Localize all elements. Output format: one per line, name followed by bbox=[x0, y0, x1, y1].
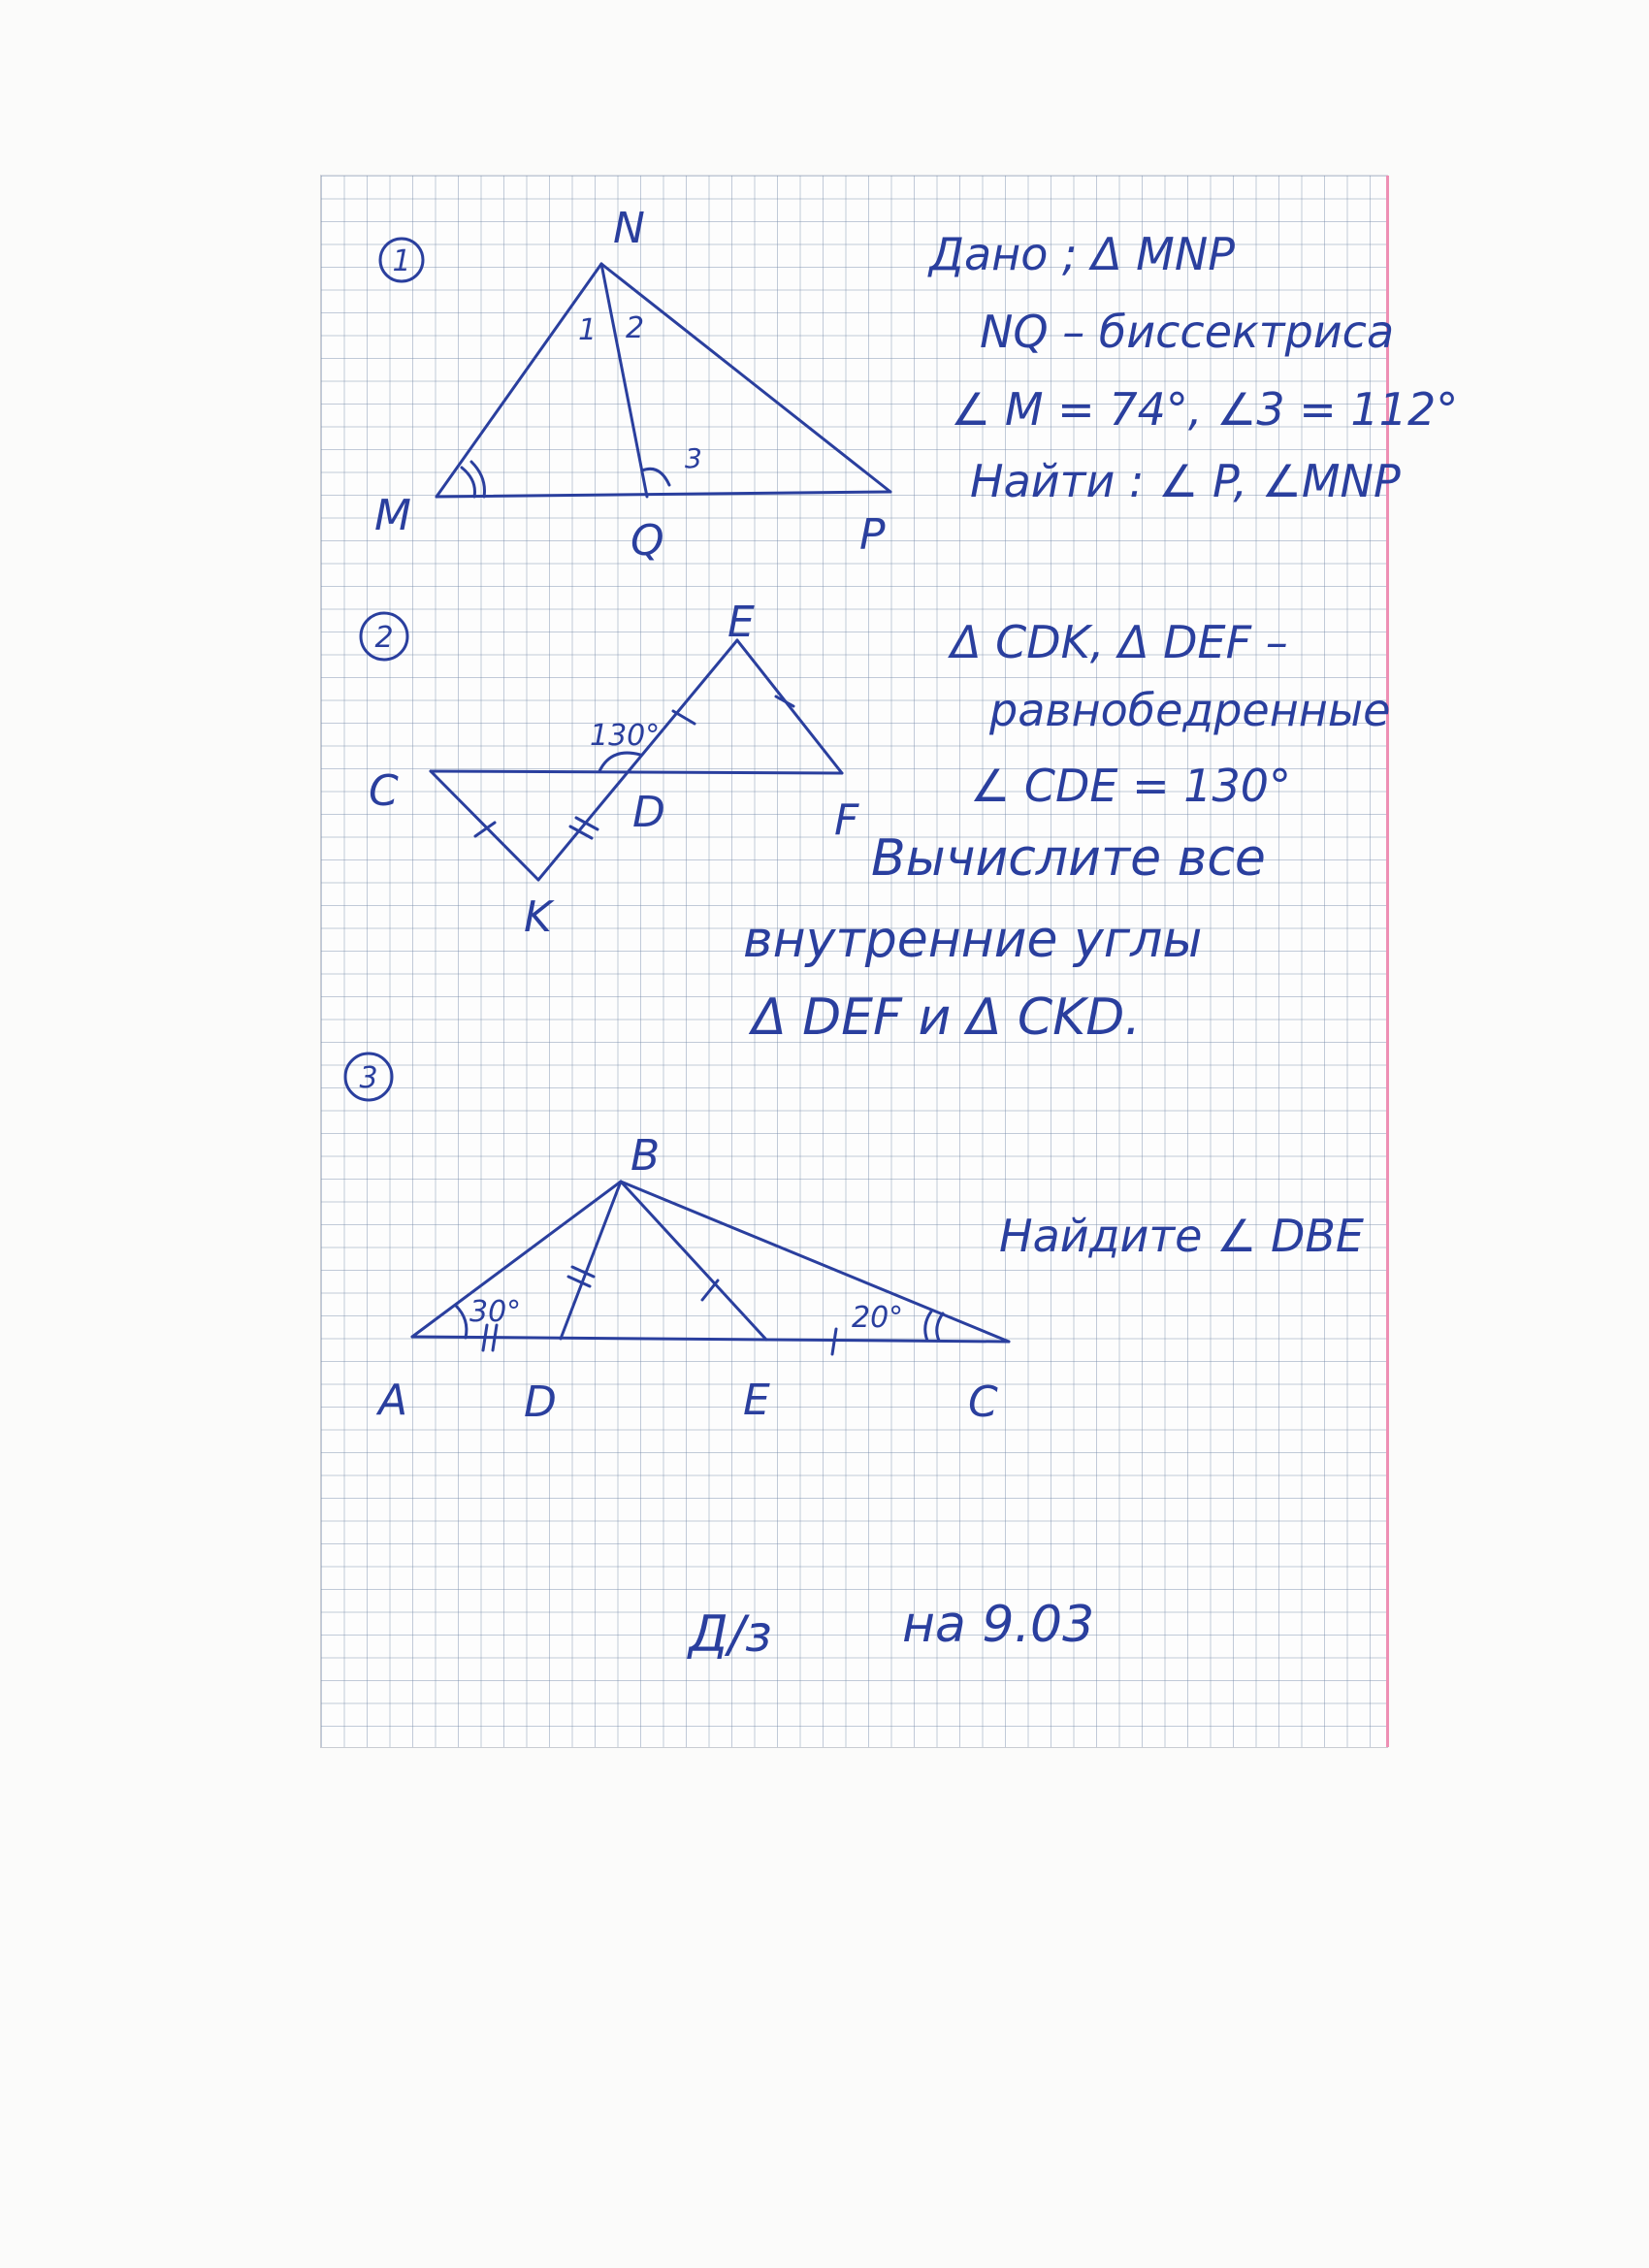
problem-3 bbox=[345, 1053, 1364, 1427]
vertex-C: C bbox=[369, 766, 399, 816]
segment-BC bbox=[621, 1182, 1009, 1342]
problem-1 bbox=[374, 204, 1458, 566]
problem-2-line-2: равнобедренные bbox=[989, 684, 1391, 736]
angle-M-arc-1 bbox=[462, 468, 474, 497]
segment-MP bbox=[436, 492, 890, 497]
problem-2 bbox=[361, 598, 1390, 1047]
angle-CDE-label: 130° bbox=[590, 719, 661, 753]
vertex-F: F bbox=[834, 795, 859, 845]
angle-A-arc bbox=[456, 1306, 467, 1338]
angle-C-label: 20° bbox=[852, 1301, 904, 1335]
vertex-Q: Q bbox=[630, 516, 664, 566]
problem-1-number: 1 bbox=[392, 244, 411, 278]
angle-C-arc-1 bbox=[925, 1312, 931, 1341]
vertex-M: M bbox=[374, 491, 411, 540]
angle-1-label: 1 bbox=[578, 313, 598, 347]
angle-C-arc-2 bbox=[937, 1313, 943, 1341]
problem-2-line-3: ∠ CDE = 130° bbox=[970, 760, 1292, 812]
segment-KE bbox=[538, 640, 737, 880]
angle-3-arc bbox=[642, 469, 669, 485]
given-line-3: ∠ M = 74°, ∠3 = 112° bbox=[951, 383, 1459, 436]
segment-NP bbox=[601, 264, 890, 492]
problem-2-line-6: Δ DEF и Δ CKD. bbox=[752, 988, 1141, 1047]
find-line: Найти : ∠ P, ∠MNP bbox=[970, 455, 1401, 507]
segment-BE bbox=[621, 1182, 766, 1340]
angle-2-label: 2 bbox=[626, 311, 645, 345]
problem-3-task: Найдите ∠ DBE bbox=[999, 1210, 1364, 1262]
segment-CK bbox=[431, 771, 538, 880]
segment-MN bbox=[436, 264, 601, 497]
tick-DE bbox=[673, 711, 695, 724]
angle-3-label: 3 bbox=[685, 442, 702, 474]
angle-CDE-arc bbox=[599, 753, 640, 771]
tick-BD-2 bbox=[568, 1277, 590, 1286]
segment-CF bbox=[431, 771, 842, 773]
vertex-N: N bbox=[613, 204, 645, 253]
homework-date: на 9.03 bbox=[902, 1596, 1095, 1654]
segment-EF bbox=[737, 640, 842, 773]
vertex-D: D bbox=[632, 788, 665, 837]
angle-A-label: 30° bbox=[469, 1295, 522, 1329]
vertex-P: P bbox=[859, 510, 886, 560]
problem-3-number: 3 bbox=[359, 1061, 378, 1095]
problem-2-line-4: Вычислите все bbox=[871, 829, 1266, 888]
tick-BD-1 bbox=[572, 1267, 594, 1277]
tick-BE bbox=[702, 1280, 718, 1300]
vertex-E: E bbox=[743, 1376, 770, 1425]
segment-AC bbox=[412, 1337, 1009, 1342]
vertex-K: K bbox=[524, 892, 552, 942]
vertex-C: C bbox=[968, 1377, 998, 1427]
tick-EF bbox=[776, 697, 793, 706]
bisector-NQ bbox=[601, 264, 647, 497]
vertex-B: B bbox=[630, 1131, 661, 1181]
problem-2-line-1: Δ CDK, Δ DEF – bbox=[951, 616, 1288, 668]
vertex-A: A bbox=[378, 1376, 408, 1425]
vertex-E: E bbox=[728, 598, 755, 647]
tick-EC bbox=[832, 1329, 836, 1354]
given-line-2: NQ – биссектриса bbox=[980, 306, 1395, 358]
problem-2-number: 2 bbox=[374, 621, 394, 655]
problem-2-line-5: внутренние углы bbox=[743, 911, 1203, 969]
homework-footer bbox=[687, 1596, 1094, 1664]
given-line-1: Дано ; Δ MNP bbox=[929, 228, 1236, 280]
homework-label: Д/з bbox=[689, 1605, 772, 1664]
vertex-D: D bbox=[524, 1377, 557, 1427]
